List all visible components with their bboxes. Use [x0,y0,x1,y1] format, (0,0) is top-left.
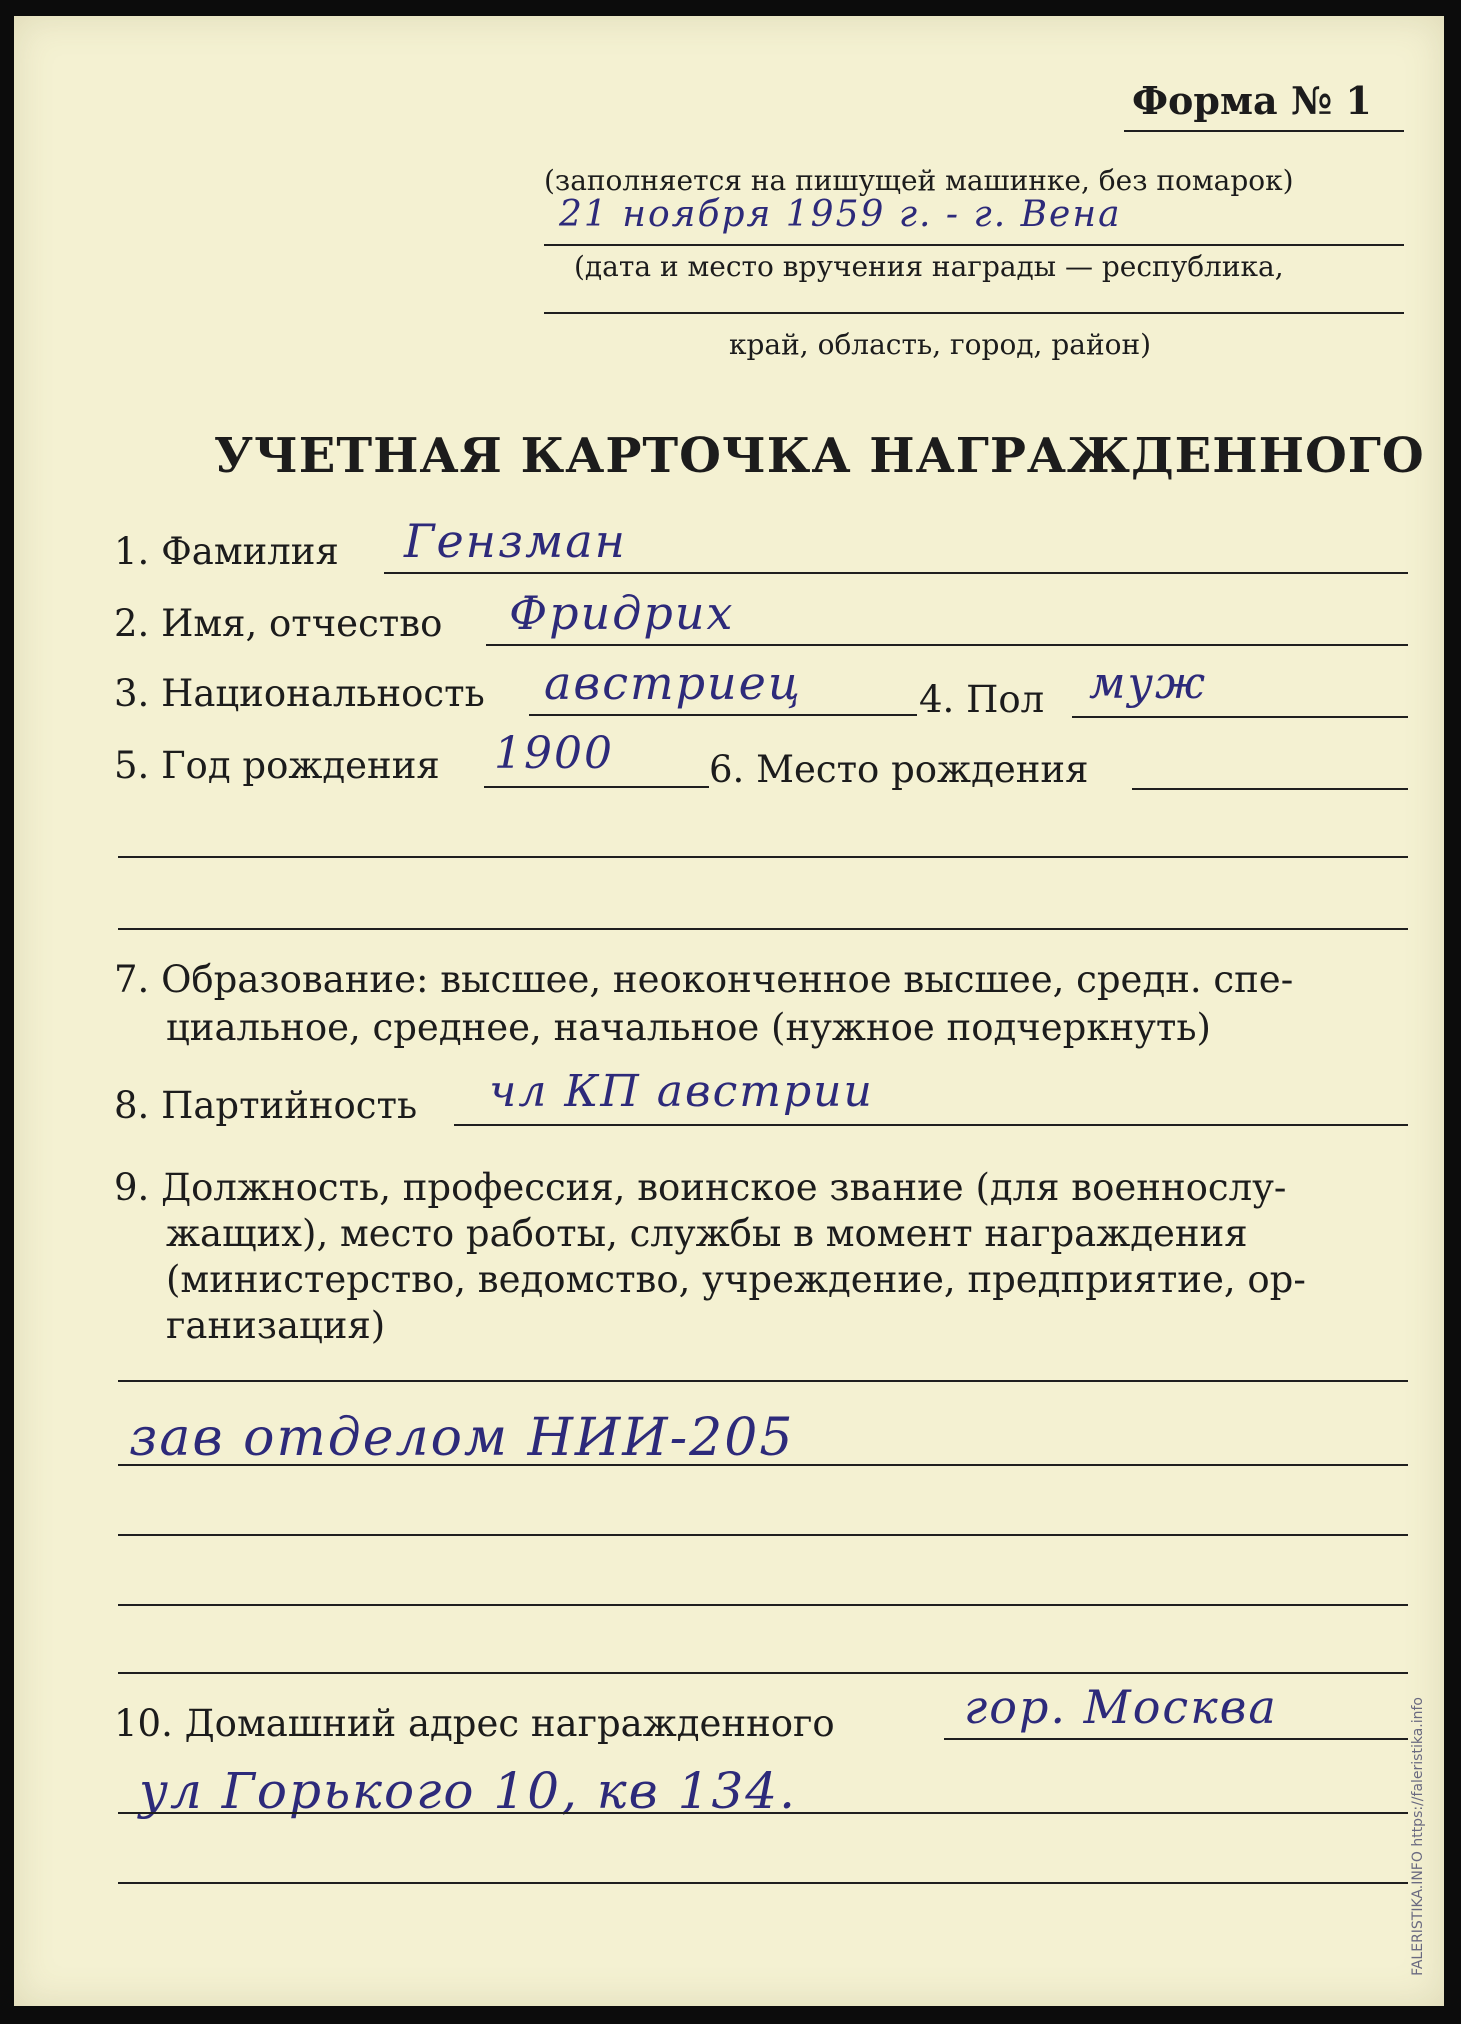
award-record-card [14,16,1444,2006]
party-line [454,1124,1408,1126]
position-text-1: 9. Должность, профессия, воинское звание (для военнослу- [114,1166,1287,1209]
position-text-4: ганизация) [166,1304,386,1347]
position-line-3 [118,1534,1408,1536]
award-date-place: 21 ноября 1959 г. - г. Вена [559,194,1122,235]
birth-place-line-3 [118,928,1408,930]
birth-place-line-2 [118,856,1408,858]
sex-value: муж [1089,658,1208,709]
surname-value: Гензман [404,514,627,568]
position-line-2 [118,1464,1408,1466]
party-value: чл КП австрии [489,1066,874,1117]
position-value: зав отделом НИИ-205 [129,1408,795,1468]
address-value-2: ул Горького 10, кв 134. [139,1762,797,1820]
surname-label: 1. Фамилия [114,530,339,573]
address-line-3 [118,1882,1408,1884]
address-value-1: гор. Москва [964,1680,1278,1734]
form-number-underline [1124,130,1404,132]
address-label: 10. Домашний адрес награжденного [114,1702,835,1745]
birth-place-line [1132,788,1408,790]
address-line-2 [118,1812,1408,1814]
education-text-1: 7. Образование: высшее, неоконченное высшее, средн. спе- [114,958,1294,1001]
nationality-label: 3. Национальность [114,672,485,715]
form-number: Форма № 1 [1132,78,1372,123]
hint-line-1: (дата и место вручения награды — республика, [574,250,1284,283]
name-line [486,644,1408,646]
education-text-2: циальное, среднее, начальное (нужное подчеркнуть) [166,1006,1211,1049]
name-label: 2. Имя, отчество [114,602,443,645]
birth-place-label: 6. Место рождения [709,748,1089,791]
birth-year-label: 5. Год рождения [114,744,440,787]
surname-line [384,572,1408,574]
birth-year-line [484,786,709,788]
position-text-3: (министерство, ведомство, учреждение, предприятие, ор- [166,1258,1306,1301]
instruction-text: (заполняется на пишущей машинке, без помарок) [544,164,1294,197]
card-title: УЧЕТНАЯ КАРТОЧКА НАГРАЖДЕННОГО [214,428,1425,484]
position-line-5 [118,1672,1408,1674]
position-text-2: жащих), место работы, службы в момент награждения [166,1212,1248,1255]
date-place-line [544,244,1404,246]
address-line-1 [944,1738,1408,1740]
position-line-4 [118,1604,1408,1606]
birth-year-value: 1900 [494,728,614,779]
party-label: 8. Партийность [114,1084,418,1127]
nationality-line [529,714,917,716]
site-watermark: FALERISTIKA.INFO https://faleristika.info [1410,1697,1426,1976]
hint-line-2: край, область, город, район) [729,328,1152,361]
position-line-1 [118,1380,1408,1382]
nationality-value: австриец [544,656,802,710]
hint-line-rule [544,312,1404,314]
sex-label: 4. Пол [919,678,1045,721]
sex-line [1072,716,1408,718]
name-value: Фридрих [509,586,735,640]
